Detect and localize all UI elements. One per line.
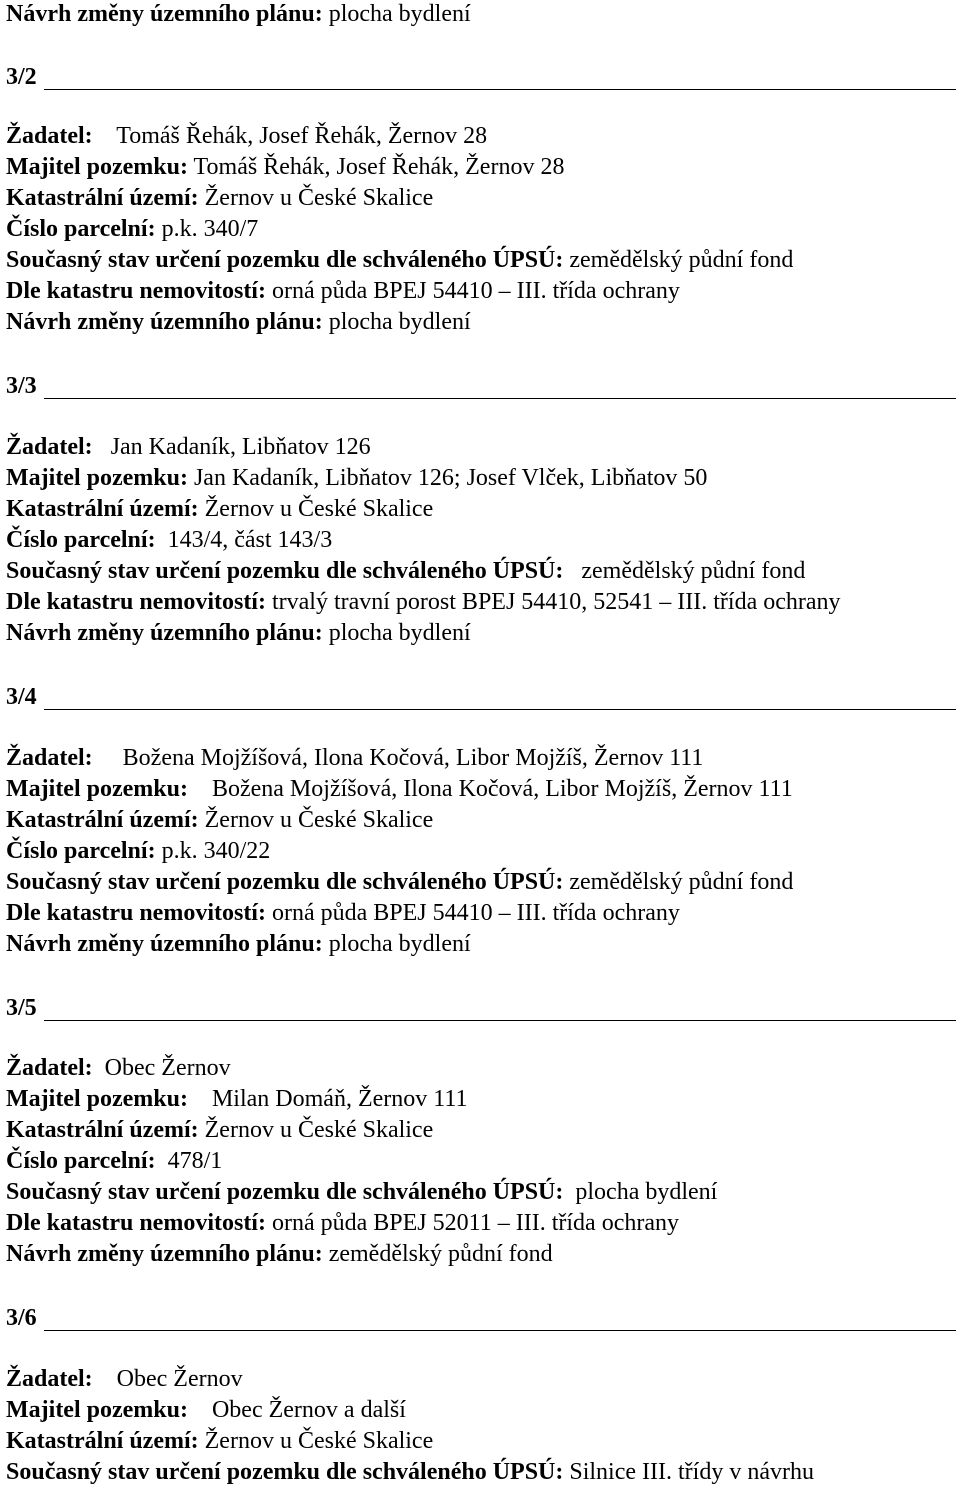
parcel-number-value: p.k. 340/22 bbox=[161, 838, 271, 864]
section-header bbox=[6, 1304, 956, 1332]
parcel-number-label: Číslo parcelní: bbox=[6, 216, 156, 242]
section-header bbox=[6, 372, 956, 400]
section-header bbox=[6, 683, 956, 711]
current-state-label: Současný stav určení pozemku dle schváleného ÚPSÚ: bbox=[6, 1459, 564, 1485]
cadastral-area-value: Žernov u České Skalice bbox=[204, 185, 434, 211]
proposal-label: Návrh změny územního plánu: bbox=[6, 931, 323, 957]
applicant-label: Žadatel: bbox=[6, 123, 93, 149]
cadastral-area-value: Žernov u České Skalice bbox=[204, 807, 434, 833]
section-rule bbox=[44, 89, 956, 90]
parcel-number-line bbox=[6, 526, 332, 554]
cadastre-value: orná půda BPEJ 54410 – III. třída ochrany bbox=[271, 900, 680, 926]
section-header bbox=[6, 63, 956, 91]
cadastre-line bbox=[6, 588, 841, 616]
current-state-value: Silnice III. třídy v návrhu bbox=[569, 1459, 814, 1485]
cadastral-area-label: Katastrální území: bbox=[6, 1428, 199, 1454]
applicant-line bbox=[6, 1054, 231, 1082]
owner-value: Obec Žernov a další bbox=[211, 1397, 406, 1423]
proposal-value: plocha bydlení bbox=[328, 1, 471, 27]
section-rule bbox=[44, 398, 956, 399]
section-rule bbox=[44, 709, 956, 710]
cadastre-value: trvalý travní porost BPEJ 54410, 52541 – III. třída ochrany bbox=[271, 589, 841, 615]
owner-label: Majitel pozemku: bbox=[6, 776, 188, 802]
parcel-number-label: Číslo parcelní: bbox=[6, 838, 156, 864]
parcel-number-line bbox=[6, 215, 258, 243]
proposal-line bbox=[6, 619, 471, 647]
proposal-value: plocha bydlení bbox=[328, 309, 471, 335]
cadastral-area-value: Žernov u České Skalice bbox=[204, 1428, 434, 1454]
section-header bbox=[6, 994, 956, 1022]
proposal-line bbox=[6, 0, 471, 28]
cadastral-area-value: Žernov u České Skalice bbox=[204, 1117, 434, 1143]
current-state-label: Současný stav určení pozemku dle schváleného ÚPSÚ: bbox=[6, 247, 564, 273]
proposal-label: Návrh změny územního plánu: bbox=[6, 620, 323, 646]
section-rule bbox=[44, 1330, 956, 1331]
proposal-line bbox=[6, 930, 471, 958]
current-state-value: zemědělský půdní fond bbox=[581, 558, 806, 584]
current-state-line bbox=[6, 557, 805, 585]
proposal-value: zemědělský půdní fond bbox=[328, 1241, 553, 1267]
cadastral-area-label: Katastrální území: bbox=[6, 1117, 199, 1143]
cadastral-area-label: Katastrální území: bbox=[6, 496, 199, 522]
applicant-value: Božena Mojžíšová, Ilona Kočová, Libor Mojžíš, Žernov 111 bbox=[122, 745, 704, 771]
cadastre-label: Dle katastru nemovitostí: bbox=[6, 1210, 266, 1236]
current-state-value: zemědělský půdní fond bbox=[569, 869, 794, 895]
cadastre-label: Dle katastru nemovitostí: bbox=[6, 589, 266, 615]
proposal-label: Návrh změny územního plánu: bbox=[6, 1241, 323, 1267]
cadastre-line bbox=[6, 277, 680, 305]
applicant-label: Žadatel: bbox=[6, 1055, 93, 1081]
parcel-number-value: 143/4, část 143/3 bbox=[167, 527, 333, 553]
current-state-line bbox=[6, 1458, 814, 1486]
applicant-line bbox=[6, 744, 703, 772]
owner-value: Božena Mojžíšová, Ilona Kočová, Libor Mojžíš, Žernov 111 bbox=[211, 776, 793, 802]
proposal-line bbox=[6, 308, 471, 336]
section-number: 3/2 bbox=[6, 64, 37, 90]
owner-line bbox=[6, 1085, 467, 1113]
cadastre-value: orná půda BPEJ 54410 – III. třída ochrany bbox=[271, 278, 680, 304]
owner-label: Majitel pozemku: bbox=[6, 1397, 188, 1423]
current-state-line bbox=[6, 1178, 717, 1206]
current-state-label: Současný stav určení pozemku dle schváleného ÚPSÚ: bbox=[6, 869, 564, 895]
owner-label: Majitel pozemku: bbox=[6, 465, 188, 491]
proposal-label: Návrh změny územního plánu: bbox=[6, 1, 323, 27]
cadastre-line bbox=[6, 899, 680, 927]
proposal-value: plocha bydlení bbox=[328, 620, 471, 646]
applicant-label: Žadatel: bbox=[6, 745, 93, 771]
owner-value: Milan Domáň, Žernov 111 bbox=[211, 1086, 468, 1112]
cadastre-label: Dle katastru nemovitostí: bbox=[6, 278, 266, 304]
cadastral-area-label: Katastrální území: bbox=[6, 807, 199, 833]
section-number: 3/3 bbox=[6, 373, 37, 399]
proposal-label: Návrh změny územního plánu: bbox=[6, 309, 323, 335]
parcel-number-line bbox=[6, 1147, 222, 1175]
cadastral-area-line bbox=[6, 1116, 433, 1144]
cadastre-value: orná půda BPEJ 52011 – III. třída ochrany bbox=[271, 1210, 679, 1236]
current-state-label: Současný stav určení pozemku dle schváleného ÚPSÚ: bbox=[6, 1179, 564, 1205]
section-rule bbox=[44, 1020, 956, 1021]
applicant-value: Jan Kadaník, Libňatov 126 bbox=[110, 434, 371, 460]
section-number: 3/4 bbox=[6, 684, 37, 710]
owner-line bbox=[6, 775, 793, 803]
applicant-line bbox=[6, 1365, 243, 1393]
cadastral-area-label: Katastrální území: bbox=[6, 185, 199, 211]
cadastral-area-line bbox=[6, 495, 433, 523]
applicant-value: Obec Žernov bbox=[104, 1055, 231, 1081]
cadastral-area-line bbox=[6, 184, 433, 212]
section-number: 3/6 bbox=[6, 1305, 37, 1331]
cadastre-label: Dle katastru nemovitostí: bbox=[6, 900, 266, 926]
proposal-line bbox=[6, 1240, 553, 1268]
owner-label: Majitel pozemku: bbox=[6, 1086, 188, 1112]
current-state-line bbox=[6, 246, 793, 274]
cadastral-area-value: Žernov u České Skalice bbox=[204, 496, 434, 522]
applicant-line bbox=[6, 122, 487, 150]
cadastral-area-line bbox=[6, 806, 433, 834]
current-state-label: Současný stav určení pozemku dle schváleného ÚPSÚ: bbox=[6, 558, 564, 584]
applicant-value: Obec Žernov bbox=[116, 1366, 243, 1392]
applicant-value: Tomáš Řehák, Josef Řehák, Žernov 28 bbox=[116, 123, 488, 149]
current-state-value: zemědělský půdní fond bbox=[569, 247, 794, 273]
parcel-number-value: 478/1 bbox=[167, 1148, 223, 1174]
parcel-number-label: Číslo parcelní: bbox=[6, 1148, 156, 1174]
cadastral-area-line bbox=[6, 1427, 433, 1455]
parcel-number-label: Číslo parcelní: bbox=[6, 527, 156, 553]
owner-value: Tomáš Řehák, Josef Řehák, Žernov 28 bbox=[193, 154, 565, 180]
owner-line bbox=[6, 1396, 406, 1424]
owner-line bbox=[6, 153, 564, 181]
current-state-value: plocha bydlení bbox=[575, 1179, 718, 1205]
parcel-number-value: p.k. 340/7 bbox=[161, 216, 259, 242]
owner-value: Jan Kadaník, Libňatov 126; Josef Vlček, Libňatov 50 bbox=[193, 465, 708, 491]
owner-line bbox=[6, 464, 707, 492]
cadastre-line bbox=[6, 1209, 679, 1237]
parcel-number-line bbox=[6, 837, 270, 865]
owner-label: Majitel pozemku: bbox=[6, 154, 188, 180]
applicant-label: Žadatel: bbox=[6, 1366, 93, 1392]
applicant-line bbox=[6, 433, 371, 461]
applicant-label: Žadatel: bbox=[6, 434, 93, 460]
current-state-line bbox=[6, 868, 793, 896]
proposal-value: plocha bydlení bbox=[328, 931, 471, 957]
section-number: 3/5 bbox=[6, 995, 37, 1021]
